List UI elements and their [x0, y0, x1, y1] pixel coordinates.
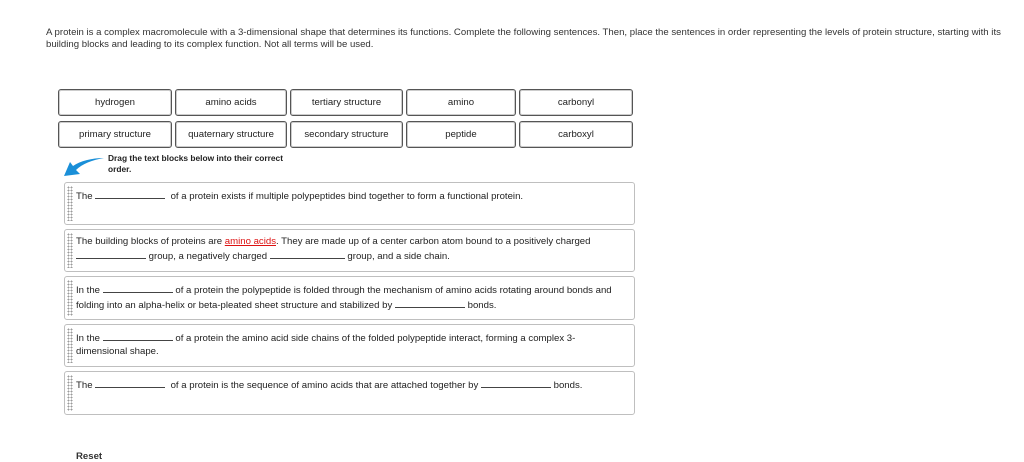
- sentence-text: bonds.: [553, 380, 583, 391]
- blank-drop-zone[interactable]: [103, 331, 173, 341]
- sentence-text: The: [76, 380, 93, 391]
- word-tile-tertiary-structure[interactable]: tertiary structure: [290, 89, 403, 116]
- sentence-text: In the: [76, 333, 101, 344]
- word-tile-quaternary-structure[interactable]: quaternary structure: [175, 121, 287, 148]
- blank-drop-zone[interactable]: [95, 378, 165, 388]
- drag-handle-icon[interactable]: [67, 280, 73, 316]
- sentence-block[interactable]: [64, 182, 635, 225]
- sentence-text: bonds.: [467, 299, 497, 311]
- word-tile-primary-structure[interactable]: primary structure: [58, 121, 172, 148]
- sentence-text: of a protein exists if multiple polypeptides bind together to form a functional protein.: [170, 191, 524, 202]
- reset-button[interactable]: Reset: [76, 451, 103, 462]
- word-tile-amino-acids[interactable]: amino acids: [175, 89, 287, 116]
- sentence-text: group, a negatively charged: [148, 250, 268, 262]
- drag-handle-icon[interactable]: [67, 375, 73, 411]
- word-tile-carboxyl[interactable]: carboxyl: [519, 121, 633, 148]
- sentence-block[interactable]: [64, 276, 635, 320]
- word-tile-peptide[interactable]: peptide: [406, 121, 516, 148]
- sentence-block[interactable]: [64, 324, 635, 367]
- sentence-block[interactable]: [64, 229, 635, 272]
- sentence-block[interactable]: [64, 371, 635, 415]
- arrow-icon: [62, 156, 106, 178]
- filled-answer[interactable]: amino acids: [224, 236, 276, 247]
- blank-drop-zone[interactable]: [95, 189, 165, 199]
- word-tile-carbonyl[interactable]: carbonyl: [519, 89, 633, 116]
- sentence-text: In the: [76, 285, 101, 296]
- blank-drop-zone[interactable]: [481, 378, 551, 388]
- sentence-text: The building blocks of proteins are: [76, 236, 223, 247]
- word-bank-row: [58, 89, 633, 116]
- sentence-text: of a protein the polypeptide is folded through the mechanism of amino acids rotating around bonds and folding into an alpha-helix or beta-pleated sheet structure and stabilized by: [76, 285, 612, 311]
- drag-handle-icon[interactable]: [67, 328, 73, 363]
- word-tile-amino[interactable]: amino: [406, 89, 516, 116]
- word-tile-secondary-structure[interactable]: secondary structure: [290, 121, 403, 148]
- drag-hint: Drag the text blocks below into their correct order.: [108, 153, 283, 174]
- sentence-text: of a protein the amino acid side chains of the folded polypeptide interact, forming a complex 3-dimensional shape.: [76, 333, 576, 357]
- sentence-text: group, and a side chain.: [347, 250, 450, 262]
- word-bank: [58, 89, 633, 153]
- drag-handle-icon[interactable]: [67, 233, 73, 268]
- sentence-text: The: [76, 191, 93, 202]
- drag-handle-icon[interactable]: [67, 186, 73, 221]
- word-bank-row: [58, 121, 633, 148]
- instructions-text: A protein is a complex macromolecule with a 3-dimensional shape that determines its functions. Complete the following sentences. Then, place the sentences in order representing the levels of protein structure, starting with its building blocks and leading to its complex function. Not all terms will be used.: [46, 27, 1001, 50]
- blank-drop-zone[interactable]: [76, 249, 146, 259]
- blank-drop-zone[interactable]: [270, 249, 345, 259]
- word-tile-hydrogen[interactable]: hydrogen: [58, 89, 172, 116]
- blank-drop-zone[interactable]: [103, 283, 173, 293]
- sentence-text: of a protein is the sequence of amino acids that are attached together by: [170, 380, 479, 391]
- blank-drop-zone[interactable]: [395, 298, 465, 308]
- sentence-text: . They are made up of a center carbon atom bound to a positively charged: [276, 236, 591, 247]
